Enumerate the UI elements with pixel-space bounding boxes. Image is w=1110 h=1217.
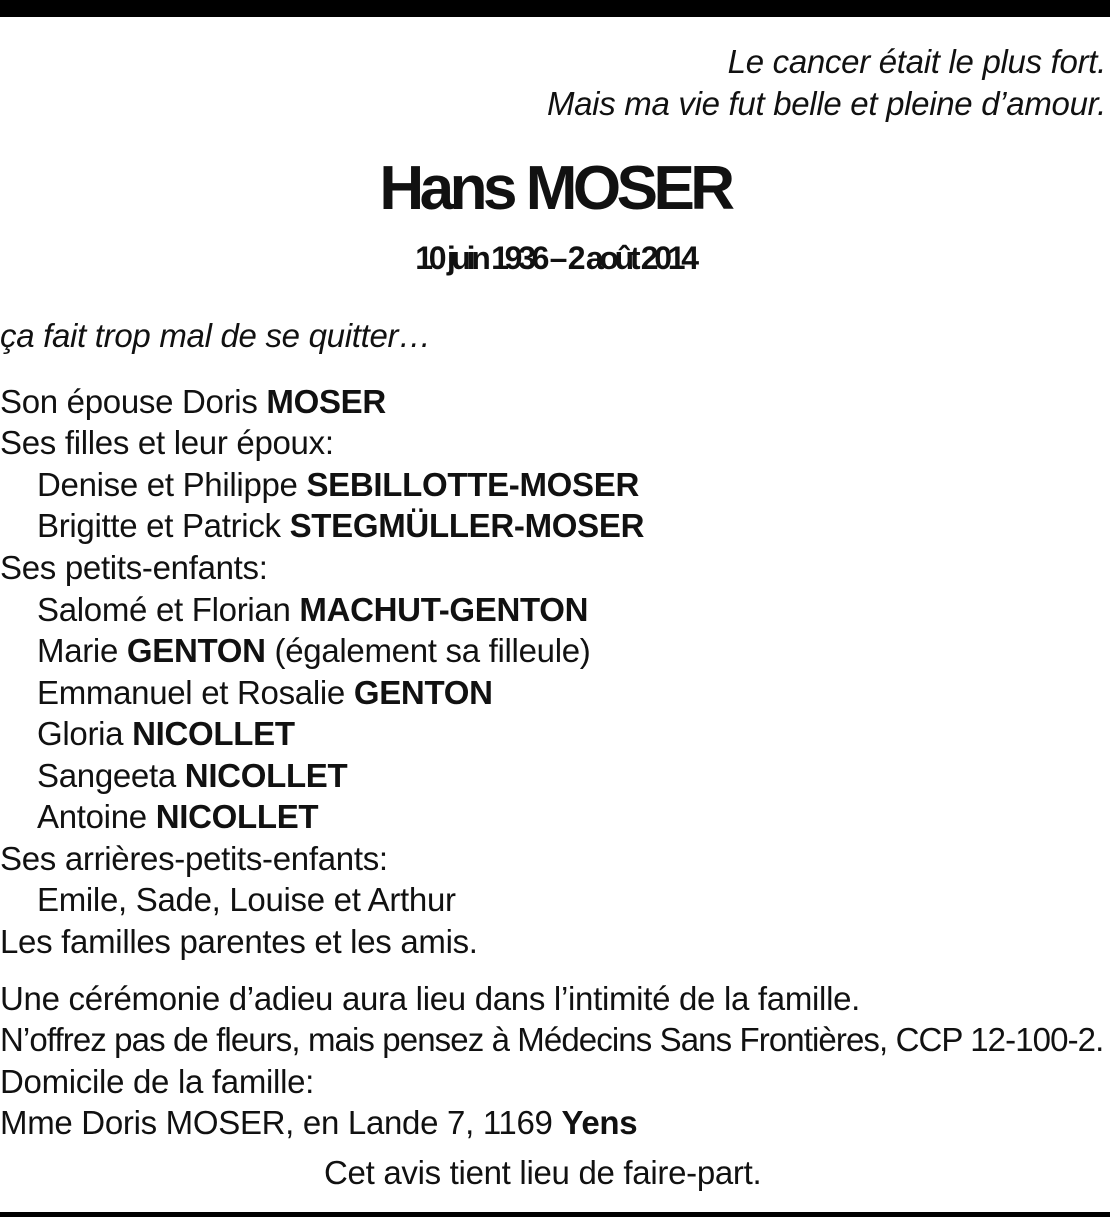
grandchildren-heading: Ses petits-enfants:	[0, 549, 268, 586]
address-town: Yens	[561, 1104, 638, 1141]
daughter-given: Denise et Philippe	[37, 466, 307, 503]
grandchild-line	[37, 631, 590, 671]
epigraph-line-2: Mais ma vie fut belle et pleine d’amour.	[546, 85, 1106, 122]
grandchild-line	[37, 714, 295, 754]
other-mourners: Les familles parentes et les amis.	[0, 923, 478, 960]
grandchild-line	[37, 673, 493, 713]
grandchild-given: Emmanuel et Rosalie	[37, 674, 354, 711]
great-grandchildren-names: Emile, Sade, Louise et Arthur	[37, 881, 456, 918]
grandchild-surname: GENTON	[353, 674, 493, 711]
deceased-dates: 10 juin 1936 – 2 août 2014	[415, 240, 695, 276]
grandchild-line	[37, 756, 347, 796]
spouse-given: Son épouse Doris	[0, 383, 267, 420]
ceremony-notice: Une cérémonie d’adieu aura lieu dans l’intimité de la famille.	[0, 980, 861, 1017]
grandchild-given: Salomé et Florian	[37, 591, 300, 628]
daughters-heading: Ses filles et leur époux:	[0, 424, 334, 461]
domicile-heading: Domicile de la famille:	[0, 1063, 315, 1100]
daughter-line	[37, 465, 639, 505]
flowers-notice: N’offrez pas de fleurs, mais pensez à Médecins Sans Frontières, CCP 12-100-2.	[0, 1021, 1104, 1058]
address-street: Mme Doris MOSER, en Lande 7, 1169	[0, 1104, 562, 1141]
grandchild-given: Antoine	[37, 798, 156, 835]
intro-phrase: ça fait trop mal de se quitter…	[0, 317, 431, 354]
great-grandchildren-heading: Ses arrières-petits-enfants:	[0, 840, 388, 877]
grandchild-surname: NICOLLET	[155, 798, 319, 835]
grandchild-surname: NICOLLET	[132, 715, 295, 752]
grandchild-surname: MACHUT-GENTON	[299, 591, 589, 628]
grandchild-line	[37, 797, 318, 837]
grandchild-given: Marie	[37, 632, 127, 669]
family-address	[0, 1103, 637, 1143]
daughter-line	[37, 506, 644, 546]
daughter-surname: SEBILLOTTE-MOSER	[306, 466, 640, 503]
top-rule	[0, 0, 1110, 17]
grandchild-surname: NICOLLET	[184, 757, 348, 794]
daughter-given: Brigitte et Patrick	[37, 507, 290, 544]
deceased-name: Hans MOSER	[379, 154, 731, 223]
closing-line: Cet avis tient lieu de faire-part.	[324, 1154, 762, 1191]
grandchild-note: (également sa filleule)	[265, 632, 591, 669]
grandchild-given: Sangeeta	[37, 757, 185, 794]
grandchild-surname: GENTON	[126, 632, 266, 669]
grandchild-line	[37, 590, 588, 630]
epigraph-line-1: Le cancer était le plus fort.	[727, 43, 1106, 80]
daughter-surname: STEGMÜLLER-MOSER	[289, 507, 645, 544]
spouse-line	[0, 382, 386, 422]
spouse-surname: MOSER	[266, 383, 386, 420]
grandchild-given: Gloria	[37, 715, 133, 752]
bottom-rule	[0, 1212, 1110, 1217]
